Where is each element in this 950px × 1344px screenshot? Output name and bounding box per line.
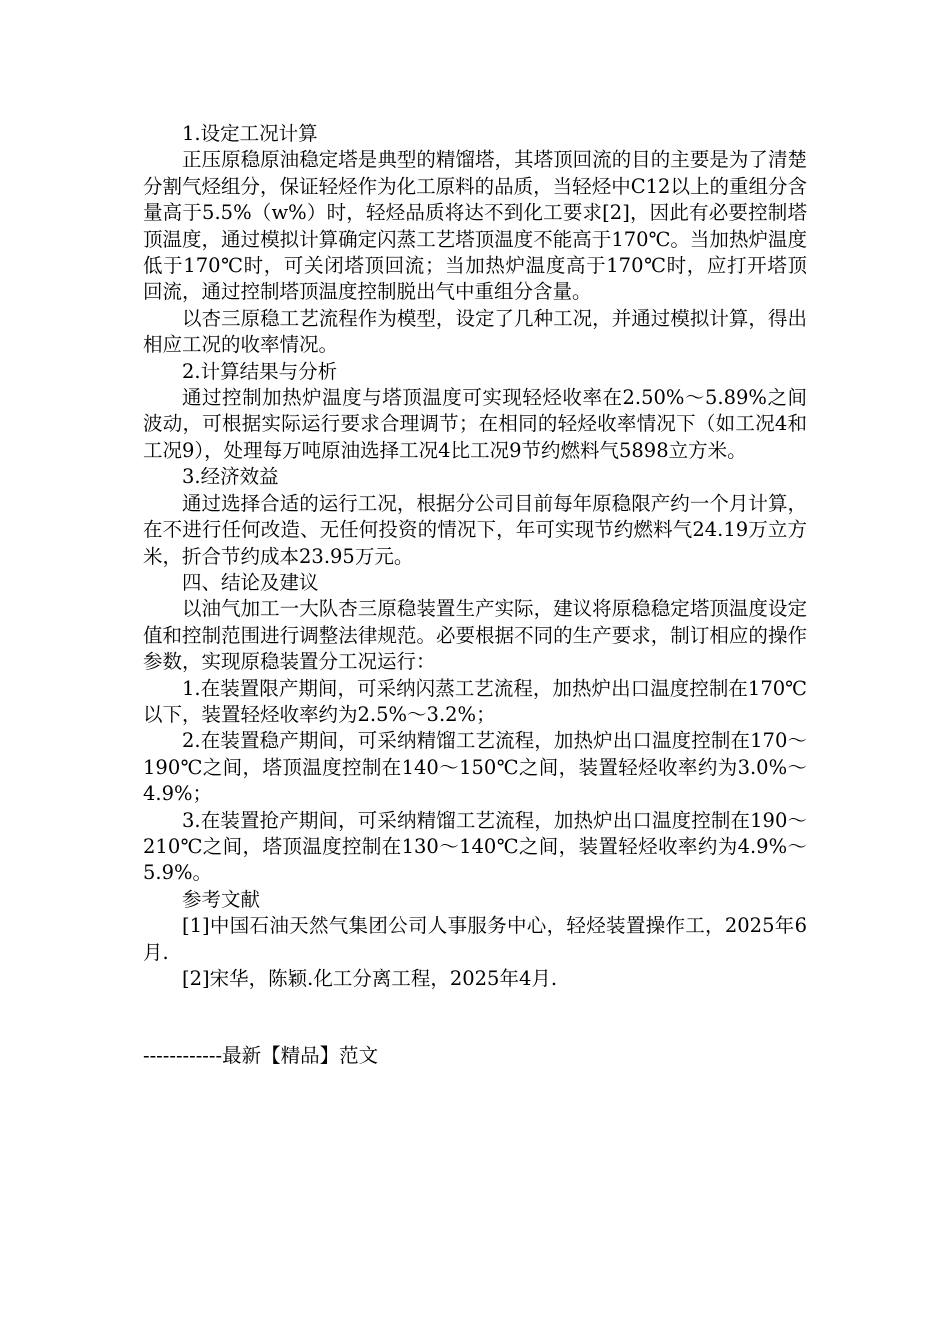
references-heading: 参考文献 <box>182 887 261 911</box>
document-body <box>143 121 807 992</box>
section-heading: 3.经济效益 <box>182 465 279 489</box>
paragraph: 正压原稳原油稳定塔是典型的精馏塔，其塔顶回流的目的主要是为了清楚分割气烃组分，保证轻烃作为化工原料的品质，当轻烃中C12以上的重组分含量高于5.5%（w%）时，轻烃品质将达不到化工要求[2]，因此有必要控制塔顶温度，通过模拟计算确定闪蒸工艺塔顶温度不能高于170℃。当加热炉温度低于170℃时，可关闭塔顶回流；当加热炉温度高于170℃时，应打开塔顶回流，通过控制塔顶温度控制脱出气中重组分含量。 <box>143 148 807 304</box>
paragraph: 通过选择合适的运行工况，根据分公司目前每年原稳限产约一个月计算，在不进行任何改造、无任何投资的情况下，年可实现节约燃料气24.19万立方米，折合节约成本23.95万元。 <box>143 491 807 568</box>
reference-item: [2]宋华，陈颖.化工分离工程，2025年4月. <box>182 967 558 990</box>
section-heading: 四、结论及建议 <box>182 570 319 594</box>
footer-text: ------------最新【精品】范文 <box>143 1044 379 1067</box>
list-item: 3.在装置抢产期间，可采纳精馏工艺流程，加热炉出口温度控制在190～210℃之间，塔顶温度控制在130～140℃之间，装置轻烃收率约为4.9%～5.9%。 <box>143 808 807 885</box>
paragraph: 通过控制加热炉温度与塔顶温度可实现轻烃收率在2.50%～5.89%之间波动，可根据实际运行要求合理调节；在相同的轻烃收率情况下（如工况4和工况9），处理每万吨原油选择工况4比工况9节约燃料气5898立方米。 <box>143 386 807 462</box>
paragraph: 以杏三原稳工艺流程作为模型，设定了几种工况，并通过模拟计算，得出相应工况的收率情况。 <box>143 306 807 357</box>
list-item: 1.在装置限产期间，可采纳闪蒸工艺流程，加热炉出口温度控制在170℃以下，装置轻烃收率约为2.5%～3.2%； <box>143 676 807 726</box>
section-heading: 1.设定工况计算 <box>182 122 318 145</box>
reference-item: [1]中国石油天然气集团公司人事服务中心，轻烃装置操作工，2025年6月. <box>143 914 807 964</box>
paragraph: 以油气加工一大队杏三原稳装置生产实际，建议将原稳稳定塔顶温度设定值和控制范围进行调整法律规范。必要根据不同的生产要求，制订相应的操作参数，实现原稳装置分工况运行： <box>143 597 807 674</box>
section-heading: 2.计算结果与分析 <box>182 359 338 383</box>
list-item: 2.在装置稳产期间，可采纳精馏工艺流程，加热炉出口温度控制在170～190℃之间，塔顶温度控制在140～150℃之间，装置轻烃收率约为3.0%～4.9%； <box>143 729 807 806</box>
